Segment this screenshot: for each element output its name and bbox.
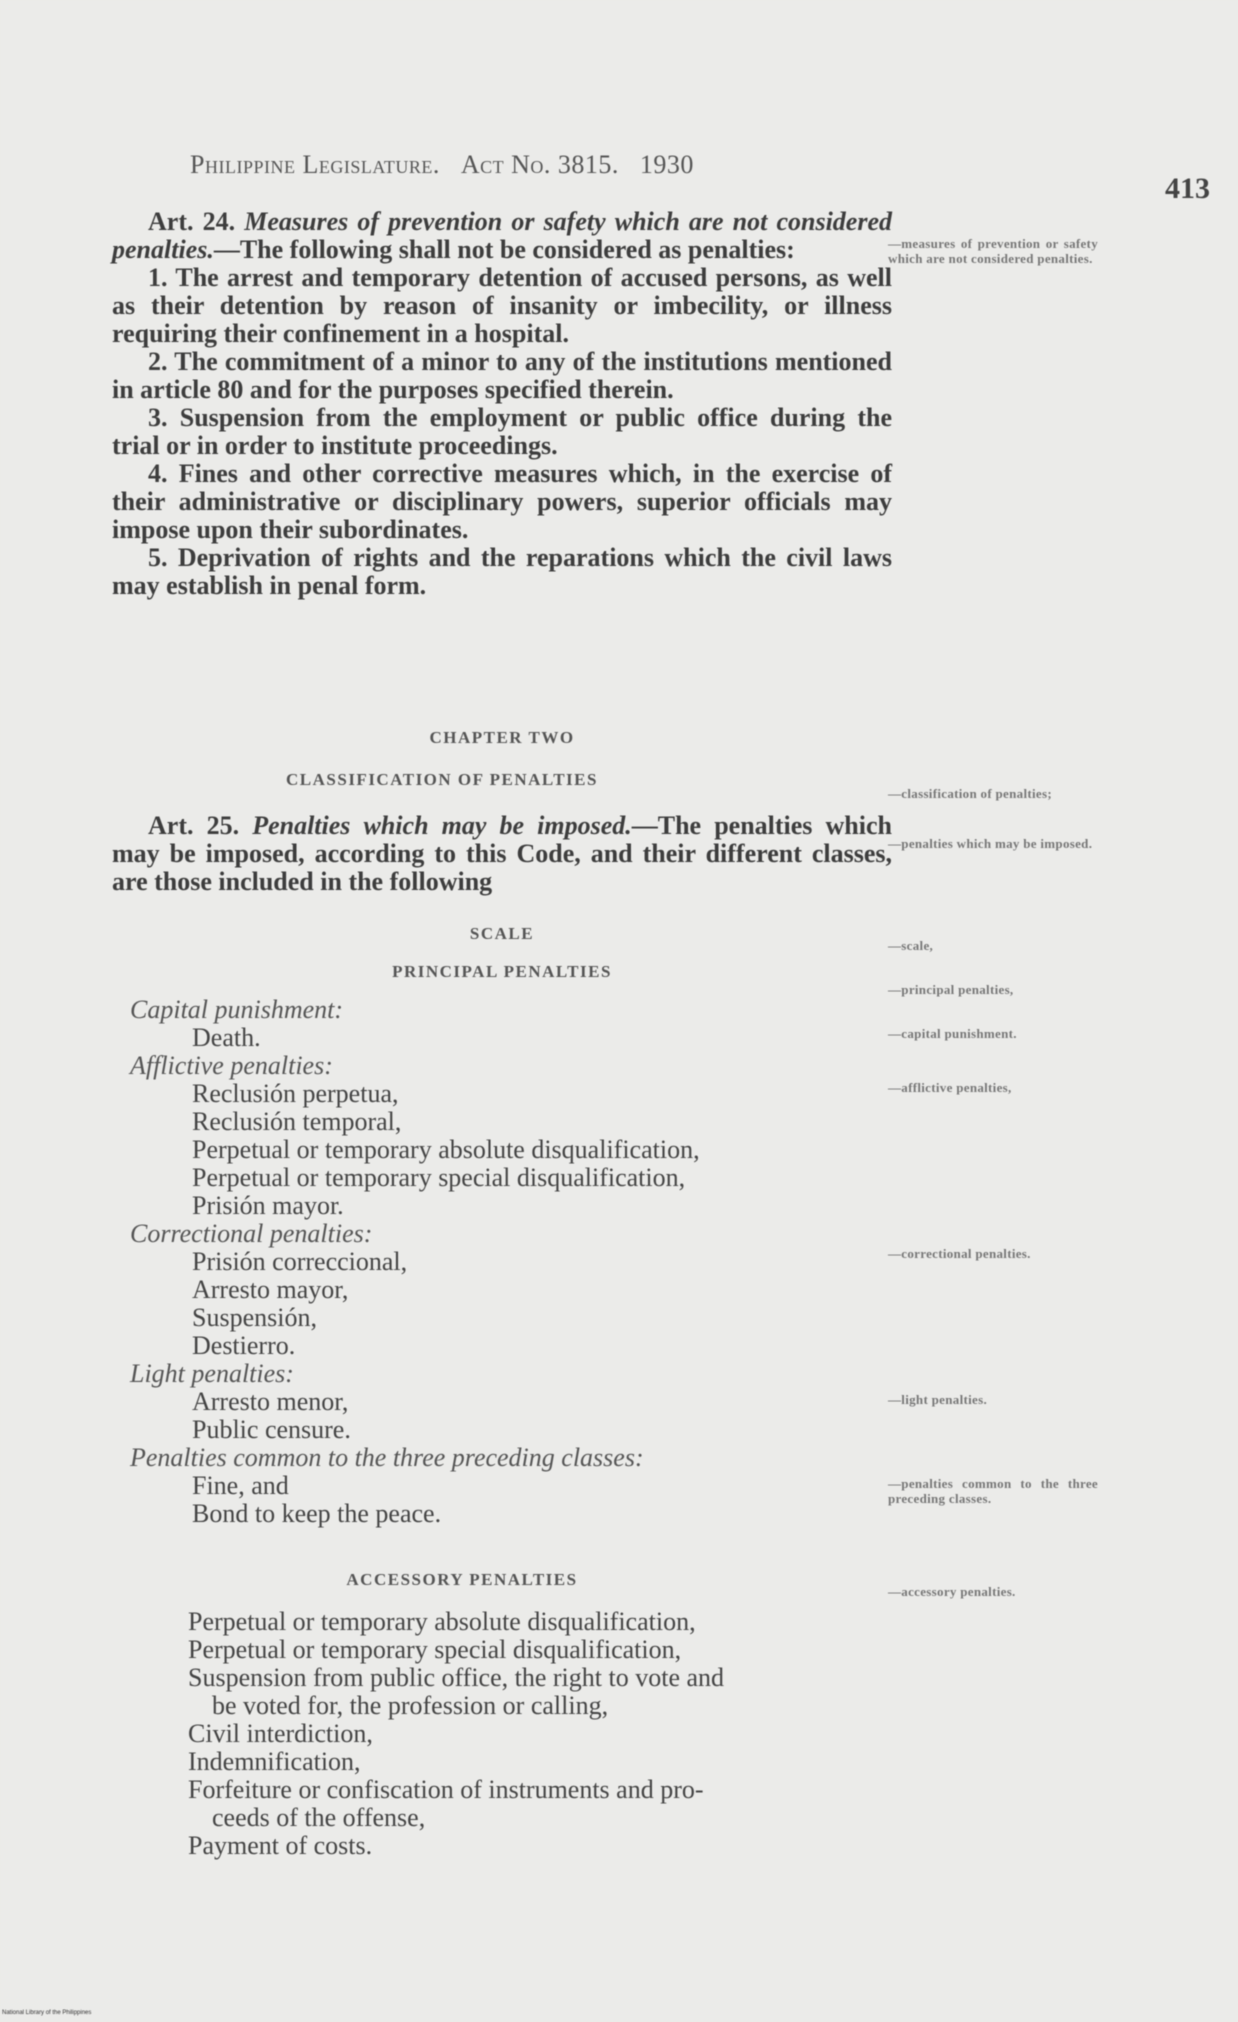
- article-25-label: Art. 25.: [148, 811, 240, 840]
- penalty-item: Fine, and: [192, 1471, 289, 1500]
- afflictive-penalties-label: Afflictive penalties:: [130, 1051, 333, 1080]
- article-25-text: [112, 812, 892, 896]
- margin-note-common: —penalties common to the three preceding classes.: [888, 1476, 1098, 1506]
- running-header: [190, 150, 870, 180]
- article-24: [112, 208, 892, 600]
- penalty-item: Perpetual or temporary absolute disqualification,: [192, 1135, 700, 1164]
- margin-note-measures: —measures of prevention or safety which are not considered penalties.: [888, 236, 1098, 266]
- article-24-intro: [112, 208, 892, 264]
- article-24-item: 4. Fines and other corrective measures which, in the exercise of their administrative or disciplinary powers, superior officials may impose upon their subordinates.: [112, 459, 892, 544]
- margin-note-accessory: —accessory penalties.: [888, 1584, 1016, 1599]
- header-year: 1930: [639, 150, 694, 179]
- penalty-item: Reclusión perpetua,: [192, 1079, 399, 1108]
- article-24-item: 1. The arrest and temporary detention of accused persons, as well as their detention by reason of insanity or imbecility, or illness requiring their confinement in a hospital.: [112, 263, 892, 348]
- penalty-item: Perpetual or temporary special disqualification,: [192, 1163, 686, 1192]
- margin-note-afflictive: —afflictive penalties,: [888, 1080, 1012, 1095]
- penalty-item: Destierro.: [192, 1331, 296, 1360]
- penalty-item: Prisión correccional,: [192, 1247, 408, 1276]
- principal-penalties-heading: PRINCIPAL PENALTIES: [392, 962, 612, 981]
- scale-heading: SCALE: [469, 924, 535, 943]
- article-24-item: 5. Deprivation of rights and the reparations which the civil laws may establish in penal form.: [112, 543, 892, 600]
- penalty-item: Suspensión,: [192, 1303, 317, 1332]
- accessory-item: Civil interdiction,: [188, 1719, 373, 1748]
- common-penalties-label: Penalties common to the three preceding classes:: [130, 1443, 644, 1472]
- header-legislature: Philippine Legislature.: [190, 150, 440, 179]
- accessory-penalties-heading: ACCESSORY PENALTIES: [346, 1570, 578, 1589]
- article-24-item: 2. The commitment of a minor to any of the institutions mentioned in article 80 and for the purposes specified therein.: [112, 347, 892, 404]
- penalty-item: Arresto mayor,: [192, 1275, 349, 1304]
- correctional-penalties-label: Correctional penalties:: [130, 1219, 373, 1248]
- accessory-item: Perpetual or temporary special disqualification,: [188, 1635, 682, 1664]
- margin-note-scale: —scale,: [888, 938, 934, 953]
- article-24-item: 3. Suspension from the employment or public office during the trial or in order to institute proceedings.: [112, 403, 892, 460]
- chapter-title: CHAPTER TWO: [429, 728, 575, 747]
- header-act: Act No. 3815.: [460, 150, 619, 179]
- article-25-title: Penalties which may be imposed.: [252, 811, 632, 840]
- light-penalties-label: Light penalties:: [130, 1359, 294, 1388]
- chapter-subtitle: CLASSIFICATION OF PENALTIES: [286, 770, 598, 789]
- accessory-item: Indemnification,: [188, 1747, 361, 1776]
- page-number: 413: [1165, 172, 1210, 205]
- principal-penalties-list: [130, 996, 890, 1528]
- penalty-item: Bond to keep the peace.: [192, 1499, 442, 1528]
- article-24-lead: —The following shall not be considered as penalties:: [213, 235, 795, 264]
- margin-note-principal: —principal penalties,: [888, 982, 1014, 997]
- penalty-item: Reclusión temporal,: [192, 1107, 402, 1136]
- margin-note-correctional: —correctional penalties.: [888, 1246, 1031, 1261]
- article-25: [112, 812, 892, 896]
- accessory-item: Suspension from public office, the right to vote and: [188, 1663, 725, 1692]
- margin-note-imposed: —penalties which may be imposed.: [888, 836, 1093, 851]
- article-24-label: Art. 24.: [148, 207, 236, 236]
- accessory-item: Payment of costs.: [188, 1831, 373, 1860]
- accessory-item: be voted for, the profession or calling,: [212, 1691, 609, 1720]
- penalty-item: Death.: [192, 1023, 261, 1052]
- article-24-title: Measures of prevention or safety which are not considered penalties.: [112, 207, 893, 264]
- accessory-item: Forfeiture or confiscation of instruments and pro-: [188, 1775, 704, 1804]
- accessory-item: ceeds of the offense,: [212, 1803, 426, 1832]
- margin-note-capital: —capital punishment.: [888, 1026, 1017, 1041]
- margin-note-classification: —classification of penalties;: [888, 786, 1052, 801]
- accessory-penalties-list: [188, 1608, 888, 1860]
- article-25-body: —The penalties which may be imposed, according to this Code, and their different classes, are those included in the following: [112, 811, 892, 896]
- capital-punishment-label: Capital punishment:: [130, 995, 344, 1024]
- accessory-item: Perpetual or temporary absolute disqualification,: [188, 1607, 696, 1636]
- footer-credit: National Library of the Philippines: [2, 2010, 92, 2016]
- margin-note-light: —light penalties.: [888, 1392, 987, 1407]
- penalty-item: Arresto menor,: [192, 1387, 349, 1416]
- penalty-item: Public censure.: [192, 1415, 351, 1444]
- penalty-item: Prisión mayor.: [192, 1191, 344, 1220]
